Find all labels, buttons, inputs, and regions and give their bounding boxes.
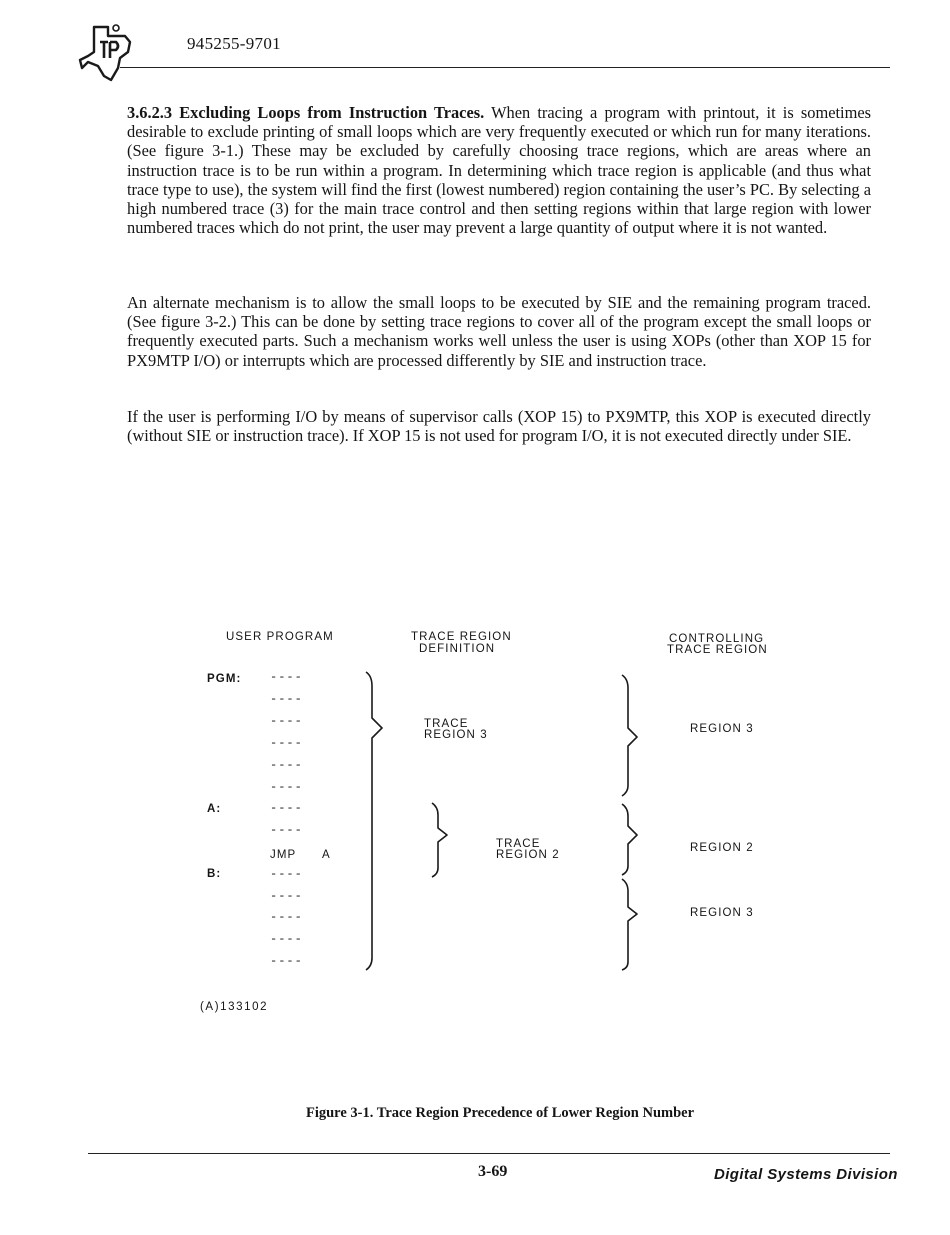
- label-a: A:: [207, 803, 222, 815]
- program-line: ----: [270, 736, 303, 750]
- brace-user-program: [366, 672, 382, 970]
- label-pgm: PGM:: [207, 673, 242, 685]
- program-line: ----: [270, 910, 303, 924]
- brace-controlling-top: [622, 675, 637, 796]
- division-name: Digital Systems Division: [714, 1166, 898, 1183]
- col-header-controlling-2: TRACE REGION: [667, 644, 768, 656]
- brace-controlling-middle: [622, 804, 637, 875]
- paragraph-xop-io: If the user is performing I/O by means of supervisor calls (XOP 15) to PX9MTP, this XOP is executed directly (without SIE or instruction trace). If XOP 15 is not used for program I/O, it is not executed directly under SIE.: [127, 407, 871, 446]
- paragraph-1-body: When tracing a program with printout, it is sometimes desirable to exclude printing of small loops which are very frequently executed or which run for many iterations. (See figure 3-1.) These may be excluded by carefully choosing trace regions, which are areas where an instruction trace is to be run within a program. In determining which trace region is applicable (and thus what trace type to use), the system will find the first (lowest numbered) region containing the user’s PC. By selecting a high numbered trace (3) for the main trace control and then setting regions within that large region with lower numbered traces which do not print, the user may prevent a large quantity of output where it is not wanted.: [127, 103, 871, 238]
- jmp-target: A: [322, 849, 331, 861]
- trace-region-3-label-1: TRACE: [424, 718, 469, 730]
- page-number: 3-69: [478, 1163, 508, 1180]
- program-line: ----: [270, 692, 303, 706]
- trace-region-2-label-2: REGION 2: [496, 849, 560, 861]
- label-b: B:: [207, 868, 222, 880]
- program-line: ----: [270, 889, 303, 903]
- paragraph-alternate-mechanism: An alternate mechanism is to allow the small loops to be executed by SIE and the remaining program traced. (See figure 3-2.) This can be done by setting trace regions to cover all of the program except the small loops or frequently executed parts. Such a mechanism works well unless the user is using XOPs (other than XOP 15 for PX9MTP I/O) or interrupts which are processed differently by SIE and instruction trace.: [127, 293, 871, 370]
- document-number: 945255-9701: [187, 34, 281, 53]
- col-header-trace-definition-1: TRACE REGION: [411, 631, 512, 643]
- program-line: ----: [270, 670, 303, 684]
- jmp-instruction: JMP: [270, 849, 297, 861]
- col-header-user-program: USER PROGRAM: [226, 631, 334, 643]
- brace-controlling-bottom: [622, 879, 637, 970]
- col-header-controlling-1: CONTROLLING: [669, 633, 765, 645]
- program-line: ----: [270, 823, 303, 837]
- trace-region-3-label-2: REGION 3: [424, 729, 488, 741]
- program-line: ----: [270, 867, 303, 881]
- program-line: ----: [270, 954, 303, 968]
- controlling-region-bottom: REGION 3: [690, 907, 754, 919]
- program-line: ----: [270, 758, 303, 772]
- controlling-region-top: REGION 3: [690, 723, 754, 735]
- section-heading: 3.6.2.3 Excluding Loops from Instruction Traces.: [127, 103, 485, 122]
- program-line: ----: [270, 714, 303, 728]
- figure-code: (A)133102: [200, 1001, 269, 1013]
- trace-region-2-label-1: TRACE: [496, 838, 541, 850]
- figure-caption: Figure 3-1. Trace Region Precedence of Lower Region Number: [305, 1105, 695, 1121]
- brace-trace-region-2: [432, 803, 447, 877]
- footer-rule: [88, 1153, 890, 1154]
- program-line: ----: [270, 780, 303, 794]
- program-line: ----: [270, 932, 303, 946]
- program-line: ----: [270, 801, 303, 815]
- controlling-region-middle: REGION 2: [690, 842, 754, 854]
- col-header-trace-definition-2: DEFINITION: [419, 643, 496, 655]
